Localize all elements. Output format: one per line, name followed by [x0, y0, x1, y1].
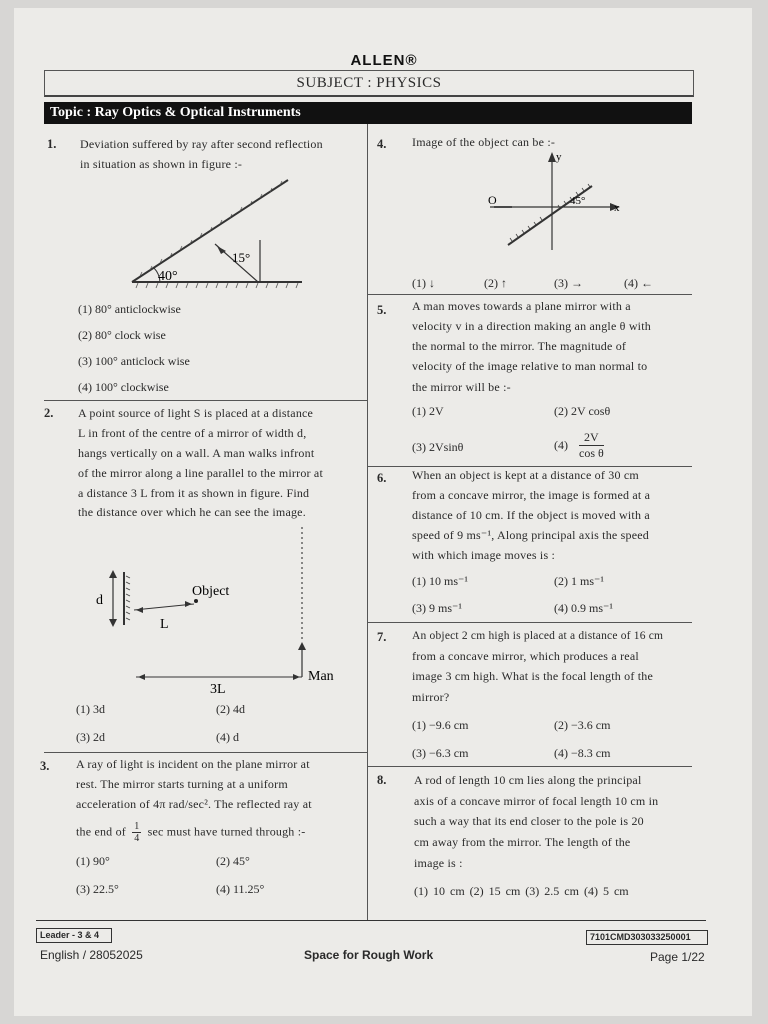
question-text: the normal to the mirror. The magnitude of: [412, 339, 627, 353]
question-text: Image of the object can be :-: [412, 135, 556, 149]
option-3[interactable]: (3) 100° anticlock wise: [78, 354, 190, 368]
question-text: acceleration of 4π rad/sec². The reflected ray at: [76, 797, 312, 811]
question-number: 4.: [377, 137, 387, 151]
question-divider: [44, 400, 367, 401]
question-text: mirror?: [412, 690, 450, 704]
question-text: cm away from the mirror. The length of the: [414, 835, 631, 849]
question-text: A rod of length 10 cm lies along the principal: [414, 773, 642, 787]
question-text: velocity v in a direction making an angle θ with: [412, 319, 651, 333]
option-1[interactable]: (1) 90°: [76, 854, 110, 868]
option-label: (4): [554, 438, 568, 452]
label-3L: 3L: [210, 682, 226, 697]
object-point: [194, 599, 198, 603]
option-3[interactable]: (3) →: [554, 276, 583, 290]
question-text: of the mirror along a line parallel to the mirror at: [78, 466, 323, 480]
question-text: axis of a concave mirror of focal length 10 cm in: [414, 794, 659, 808]
rough-work-label: Space for Rough Work: [304, 948, 434, 962]
fraction-numerator: 1: [134, 821, 140, 832]
fraction-denominator: 4: [134, 833, 140, 844]
question-text: A point source of light S is placed at a distance: [78, 406, 314, 420]
option-4[interactable]: (4) 100° clockwise: [78, 380, 169, 394]
fraction: [132, 821, 141, 844]
question-divider: [368, 622, 692, 623]
question-text: An object 2 cm high is placed at a distance of 16 cm: [412, 630, 664, 642]
label-d: d: [96, 593, 103, 608]
question-divider: [368, 766, 692, 767]
label-L: L: [160, 617, 169, 632]
question-number: 1.: [47, 137, 57, 151]
question-divider: [368, 294, 692, 295]
q2-figure: [88, 522, 348, 700]
q4-figure: [480, 148, 630, 258]
option-2[interactable]: (2) −3.6 cm: [554, 718, 611, 732]
label-O: O: [488, 193, 497, 207]
option-1[interactable]: (1) 2V: [412, 404, 444, 418]
question-number: 7.: [377, 630, 387, 644]
question-text: When an object is kept at a distance of 30 cm: [412, 468, 639, 482]
option-2[interactable]: (2) 2V cosθ: [554, 404, 611, 418]
question-text: with which image moves is :: [412, 548, 556, 562]
angle-label-40: 40°: [158, 269, 178, 284]
option-2[interactable]: (2) 4d: [216, 702, 245, 716]
option-2[interactable]: (2) ↑: [484, 276, 507, 290]
option-2[interactable]: (2) 1 ms⁻¹: [554, 574, 604, 588]
question-text-line4: [76, 821, 305, 844]
option-3[interactable]: (3) 9 ms⁻¹: [412, 601, 462, 615]
question-text: rest. The mirror starts turning at a uniform: [76, 777, 288, 791]
option-2[interactable]: (2) 45°: [216, 854, 250, 868]
option-3[interactable]: (3) 2d: [76, 730, 105, 744]
brand-logo: ALLEN®: [350, 52, 418, 69]
question-text: the distance over which he can see the image.: [78, 505, 306, 519]
question-text: A man moves towards a plane mirror with a: [412, 299, 631, 313]
subject-header: SUBJECT : PHYSICS: [44, 70, 694, 97]
question-text: the mirror will be :-: [412, 380, 511, 394]
question-text: the end of: [76, 824, 126, 839]
option-4[interactable]: [554, 430, 604, 461]
option-1[interactable]: (1) ↓: [412, 276, 435, 290]
option-1[interactable]: (1) −9.6 cm: [412, 718, 469, 732]
label-man: Man: [308, 669, 334, 684]
option-4[interactable]: (4) 0.9 ms⁻¹: [554, 601, 613, 615]
option-4[interactable]: (4) 11.25°: [216, 882, 265, 896]
question-text: from a concave mirror, the image is formed at a: [412, 488, 651, 502]
options-row[interactable]: (1) 10 cm (2) 15 cm (3) 2.5 cm (4) 5 cm: [414, 884, 629, 898]
option-3[interactable]: (3) 22.5°: [76, 882, 119, 896]
label-object: Object: [192, 584, 230, 599]
paper-code: 7101CMD303033250001: [590, 932, 691, 942]
question-text: hangs vertically on a wall. A man walks infront: [78, 446, 315, 460]
column-divider: [367, 124, 368, 920]
label-y: y: [556, 151, 562, 163]
angle-label-15: 15°: [232, 250, 251, 265]
option-2[interactable]: (2) 80° clock wise: [78, 328, 166, 342]
question-text: in situation as shown in figure :-: [80, 157, 243, 171]
question-text: distance of 10 cm. If the object is moved with a: [412, 508, 650, 522]
question-number: 5.: [377, 303, 387, 317]
option-1[interactable]: (1) 10 ms⁻¹: [412, 574, 468, 588]
topic-title: Topic : Ray Optics & Optical Instruments: [50, 105, 301, 120]
question-number: 3.: [40, 759, 50, 773]
question-number: 2.: [44, 406, 54, 420]
option-4[interactable]: (4) −8.3 cm: [554, 746, 611, 760]
batch-label: Leader - 3 & 4: [40, 930, 100, 940]
question-text: sec must have turned through :-: [147, 824, 306, 839]
question-text: from a concave mirror, which produces a real: [412, 649, 639, 663]
question-number: 6.: [377, 471, 387, 485]
q1-figure: [120, 172, 320, 297]
language-date: English / 28052025: [40, 948, 143, 962]
option-4[interactable]: (4) ←: [624, 276, 653, 290]
question-text: Deviation suffered by ray after second reflection: [80, 137, 323, 151]
option-3[interactable]: (3) 2Vsinθ: [412, 440, 464, 454]
question-text: such a way that its end closer to the pole is 20: [414, 814, 644, 828]
question-divider: [44, 752, 367, 753]
fraction-denominator: cos θ: [579, 446, 604, 460]
topic-bar: [44, 102, 692, 124]
question-text: L in front of the centre of a mirror of width d,: [78, 426, 307, 440]
footer-divider: [36, 920, 706, 921]
question-text: image 3 cm high. What is the focal length of the: [412, 669, 653, 683]
fraction: [579, 430, 604, 461]
question-number: 8.: [377, 773, 387, 787]
question-text: a distance 3 L from it as shown in figure. Find: [78, 486, 310, 500]
option-3[interactable]: (3) −6.3 cm: [412, 746, 469, 760]
label-x: x: [614, 202, 620, 214]
question-text: speed of 9 ms⁻¹, Along principal axis the speed: [412, 528, 649, 542]
option-1[interactable]: (1) 80° anticlockwise: [78, 302, 181, 316]
option-4[interactable]: (4) d: [216, 730, 239, 744]
fraction-numerator: 2V: [579, 430, 604, 446]
page-number: Page 1/22: [650, 950, 705, 964]
question-text: A ray of light is incident on the plane mirror at: [76, 757, 310, 771]
question-text: velocity of the image relative to man normal to: [412, 359, 648, 373]
question-text: image is :: [414, 856, 463, 870]
option-1[interactable]: (1) 3d: [76, 702, 105, 716]
angle-label-45: 45°: [570, 195, 586, 207]
